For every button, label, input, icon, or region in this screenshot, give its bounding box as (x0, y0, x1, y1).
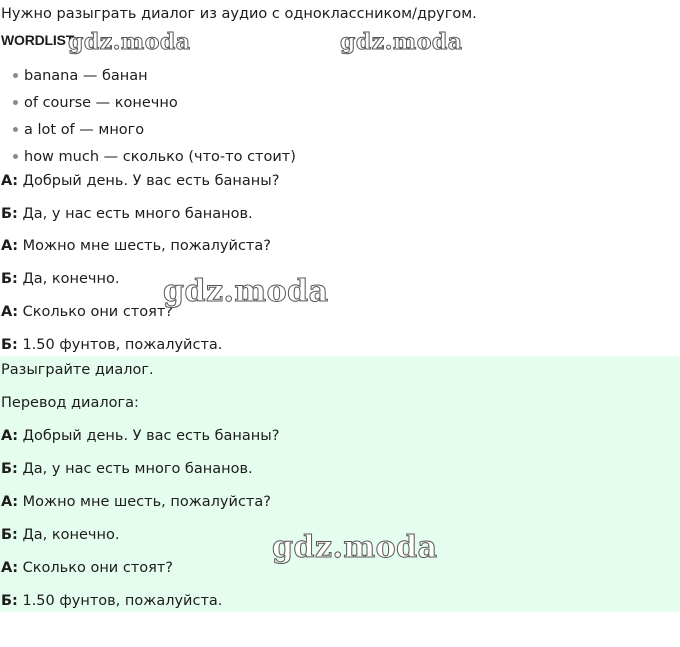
answer-dialog-line (1, 559, 173, 577)
dialog-text: Сколько они стоят? (18, 304, 173, 320)
bullet-icon (13, 154, 18, 159)
dialog-text: Можно мне шесть, пожалуйста? (18, 494, 271, 510)
answer-dialog-line (1, 427, 279, 445)
watermark-logo: gdz.moda (272, 530, 438, 565)
dialog-line (1, 270, 119, 288)
dialog-line (1, 303, 173, 321)
wordlist-item-text: how much — сколько (что-то стоит) (24, 149, 296, 165)
dialog-text: 1.50 фунтов, пожалуйста. (17, 593, 223, 609)
speaker-label: А: (1, 494, 19, 510)
wordlist-item (12, 121, 296, 148)
answer-dialog-line (1, 526, 119, 544)
watermark-logo: gdz.moda (68, 29, 191, 55)
bullet-icon (13, 73, 18, 78)
speaker-label: А: (1, 560, 19, 576)
dialog-text: Да, у нас есть много бананов. (17, 461, 253, 477)
watermark-logo: gdz.moda (340, 29, 463, 55)
dialog-text: Да, у нас есть много бананов. (17, 206, 253, 222)
speaker-label: А: (1, 238, 19, 254)
translation-title: Перевод диалога: (1, 395, 139, 411)
bullet-icon (13, 100, 18, 105)
dialog-text: 1.50 фунтов, пожалуйста. (17, 337, 223, 353)
speaker-label: А: (1, 428, 19, 444)
speaker-label: Б: (1, 271, 18, 287)
dialog-line (1, 336, 222, 354)
watermark-logo: gdz.moda (163, 274, 329, 309)
speaker-label: Б: (1, 461, 18, 477)
wordlist-title: WORDLIST (1, 32, 75, 48)
speaker-label: А: (1, 304, 19, 320)
wordlist-item (12, 94, 296, 121)
speaker-label: Б: (1, 337, 18, 353)
answer-dialog-line (1, 592, 222, 610)
dialog-line (1, 172, 279, 190)
speaker-label: Б: (1, 593, 18, 609)
wordlist-item (12, 67, 296, 94)
dialog-text: Да, конечно. (17, 271, 120, 287)
intro-text: Нужно разыграть диалог из аудио с одноклассником/другом. (1, 6, 477, 22)
dialog-line (1, 237, 271, 255)
speaker-label: Б: (1, 527, 18, 543)
wordlist-item-text: banana — банан (24, 68, 148, 84)
wordlist-item-text: a lot of — много (24, 122, 145, 138)
bullet-icon (13, 127, 18, 132)
speaker-label: Б: (1, 206, 18, 222)
dialog-text: Добрый день. У вас есть бананы? (18, 173, 280, 189)
dialog-text: Можно мне шесть, пожалуйста? (18, 238, 271, 254)
answer-task: Разыграйте диалог. (1, 362, 154, 378)
dialog-text: Добрый день. У вас есть бананы? (18, 428, 280, 444)
answer-dialog-line (1, 493, 271, 511)
wordlist (12, 67, 296, 175)
dialog-text: Да, конечно. (17, 527, 120, 543)
wordlist-item-text: of course — конечно (24, 95, 178, 111)
wordlist-item (12, 148, 296, 175)
answer-dialog-line (1, 460, 253, 478)
speaker-label: А: (1, 173, 19, 189)
dialog-line (1, 205, 253, 223)
dialog-text: Сколько они стоят? (18, 560, 173, 576)
